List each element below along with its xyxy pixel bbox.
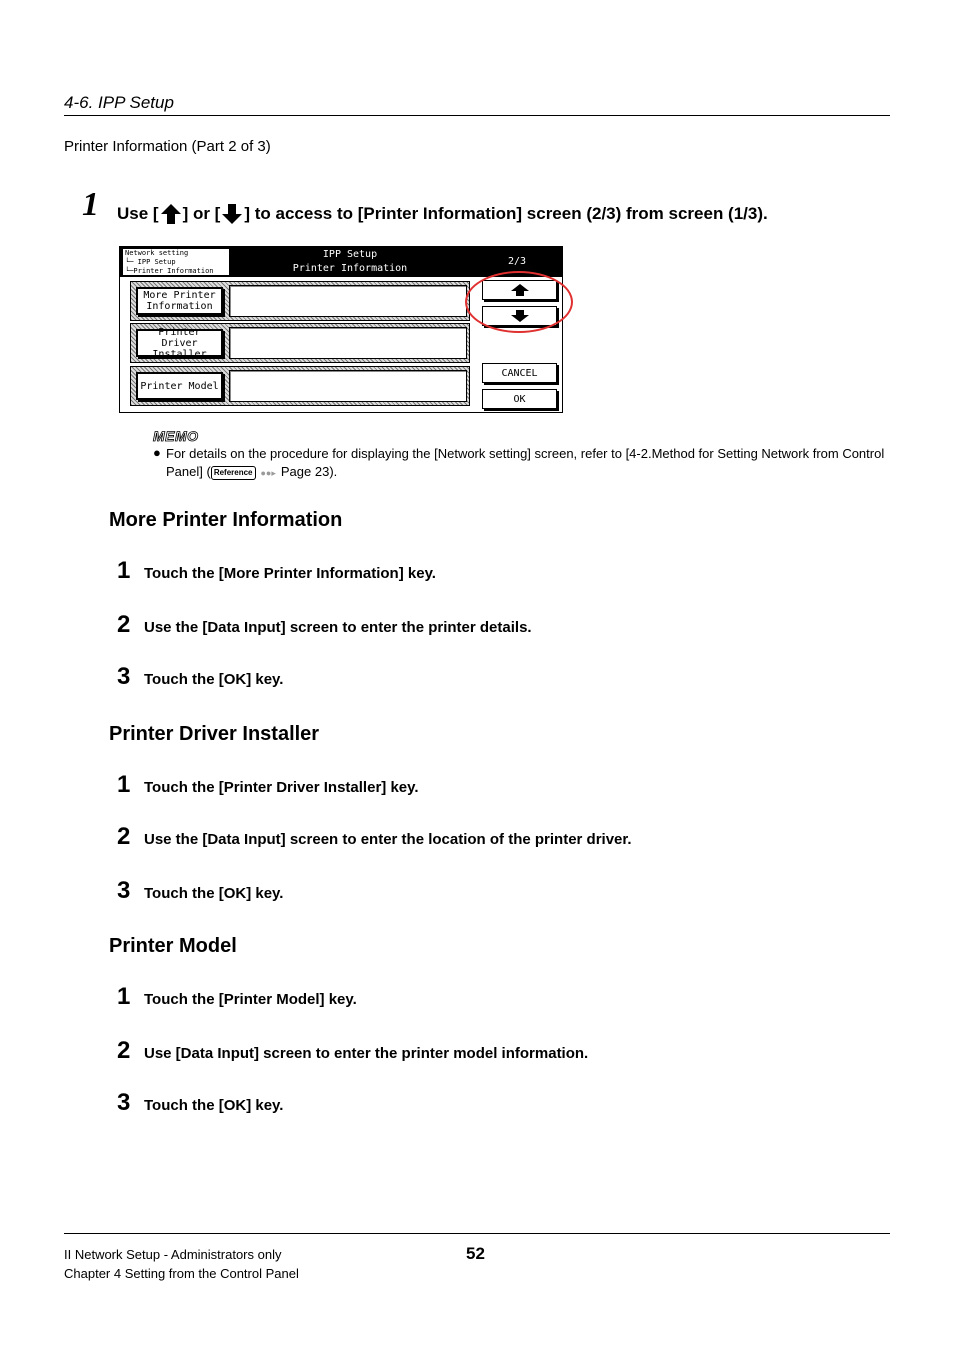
main-step-number: 1 <box>82 186 99 223</box>
step-text: Touch the [OK] key. <box>144 1097 284 1114</box>
step-number: 1 <box>117 557 131 584</box>
step-number: 1 <box>117 771 131 798</box>
main-step-text-part3: ] to access to [Printer Information] screen (2/3) from screen (1/3). <box>244 204 768 223</box>
step-number: 2 <box>117 611 131 638</box>
printer-model-key[interactable]: Printer Model <box>136 372 223 400</box>
ok-button[interactable]: OK <box>482 389 557 409</box>
step-number: 3 <box>117 1089 131 1116</box>
breadcrumb-ipp-setup: └─ IPP Setup <box>125 258 176 266</box>
panel-breadcrumb[interactable] <box>122 248 230 276</box>
printer-model-field[interactable] <box>229 370 467 402</box>
step-text: Touch the [OK] key. <box>144 885 284 902</box>
step-text: Touch the [OK] key. <box>144 671 284 688</box>
more-printer-information-key[interactable]: More Printer Information <box>136 287 223 315</box>
step-text: Touch the [Printer Driver Installer] key. <box>144 779 419 796</box>
main-step-text-part2: ] or [ <box>182 204 221 223</box>
printer-driver-installer-field[interactable] <box>229 327 467 359</box>
up-arrow-icon <box>160 203 182 225</box>
section-heading-printer-model: Printer Model <box>109 935 237 957</box>
panel-page-indicator: 2/3 <box>508 256 527 267</box>
step-number: 1 <box>117 983 131 1010</box>
page-number: 52 <box>466 1244 485 1263</box>
breadcrumb-network-setting: Network setting <box>125 249 189 257</box>
reference-badge: Reference <box>211 466 256 480</box>
step-number: 2 <box>117 823 131 850</box>
memo-label: MEMO <box>153 428 199 444</box>
panel-title-line2: Printer Information <box>292 263 408 274</box>
panel-title-line1: IPP Setup <box>322 249 378 260</box>
panel-title <box>260 248 440 276</box>
reference-arrows-icon: ●●▸ <box>260 467 276 478</box>
header-divider <box>64 115 890 116</box>
step-text: Touch the [Printer Model] key. <box>144 991 357 1008</box>
step-text: Use the [Data Input] screen to enter the printer details. <box>144 619 532 636</box>
section-heading-printer-driver-installer: Printer Driver Installer <box>109 723 320 745</box>
step-number: 3 <box>117 663 131 690</box>
panel-row-printer-driver-installer <box>130 323 470 363</box>
panel-row-printer-model <box>130 366 470 406</box>
footer-line-1: II Network Setup - Administrators only <box>64 1247 282 1262</box>
memo-bullet: ● <box>153 445 161 460</box>
panel-header-bar <box>120 247 562 277</box>
highlight-circle <box>465 271 573 333</box>
more-printer-information-field[interactable] <box>229 285 467 317</box>
printer-driver-installer-key[interactable]: Printer Driver Installer <box>136 329 223 357</box>
memo-text <box>166 445 892 482</box>
memo-text-before: For details on the procedure for displaying the [Network setting] screen, refer to [4-2.Method for Setting Network from Control Panel] ( <box>166 446 885 479</box>
footer-line-2: Chapter 4 Setting from the Control Panel <box>64 1266 299 1281</box>
step-number: 2 <box>117 1037 131 1064</box>
main-step-instruction <box>117 203 768 225</box>
footer-divider <box>64 1233 890 1234</box>
step-text: Touch the [More Printer Information] key. <box>144 565 436 582</box>
main-step-text-part1: Use [ <box>117 204 159 223</box>
section-heading-more-printer-information: More Printer Information <box>109 509 343 531</box>
cancel-button[interactable]: CANCEL <box>482 363 557 383</box>
step-text: Use the [Data Input] screen to enter the location of the printer driver. <box>144 831 632 848</box>
breadcrumb-printer-information: └─Printer Information <box>125 267 214 275</box>
down-arrow-icon <box>221 203 243 225</box>
panel-row-more-printer-information <box>130 281 470 321</box>
memo-text-after: Page 23). <box>280 464 338 479</box>
section-title: 4-6. IPP Setup <box>64 93 174 112</box>
step-text: Use [Data Input] screen to enter the printer model information. <box>144 1045 589 1062</box>
page-subtitle: Printer Information (Part 2 of 3) <box>64 138 271 155</box>
step-number: 3 <box>117 877 131 904</box>
